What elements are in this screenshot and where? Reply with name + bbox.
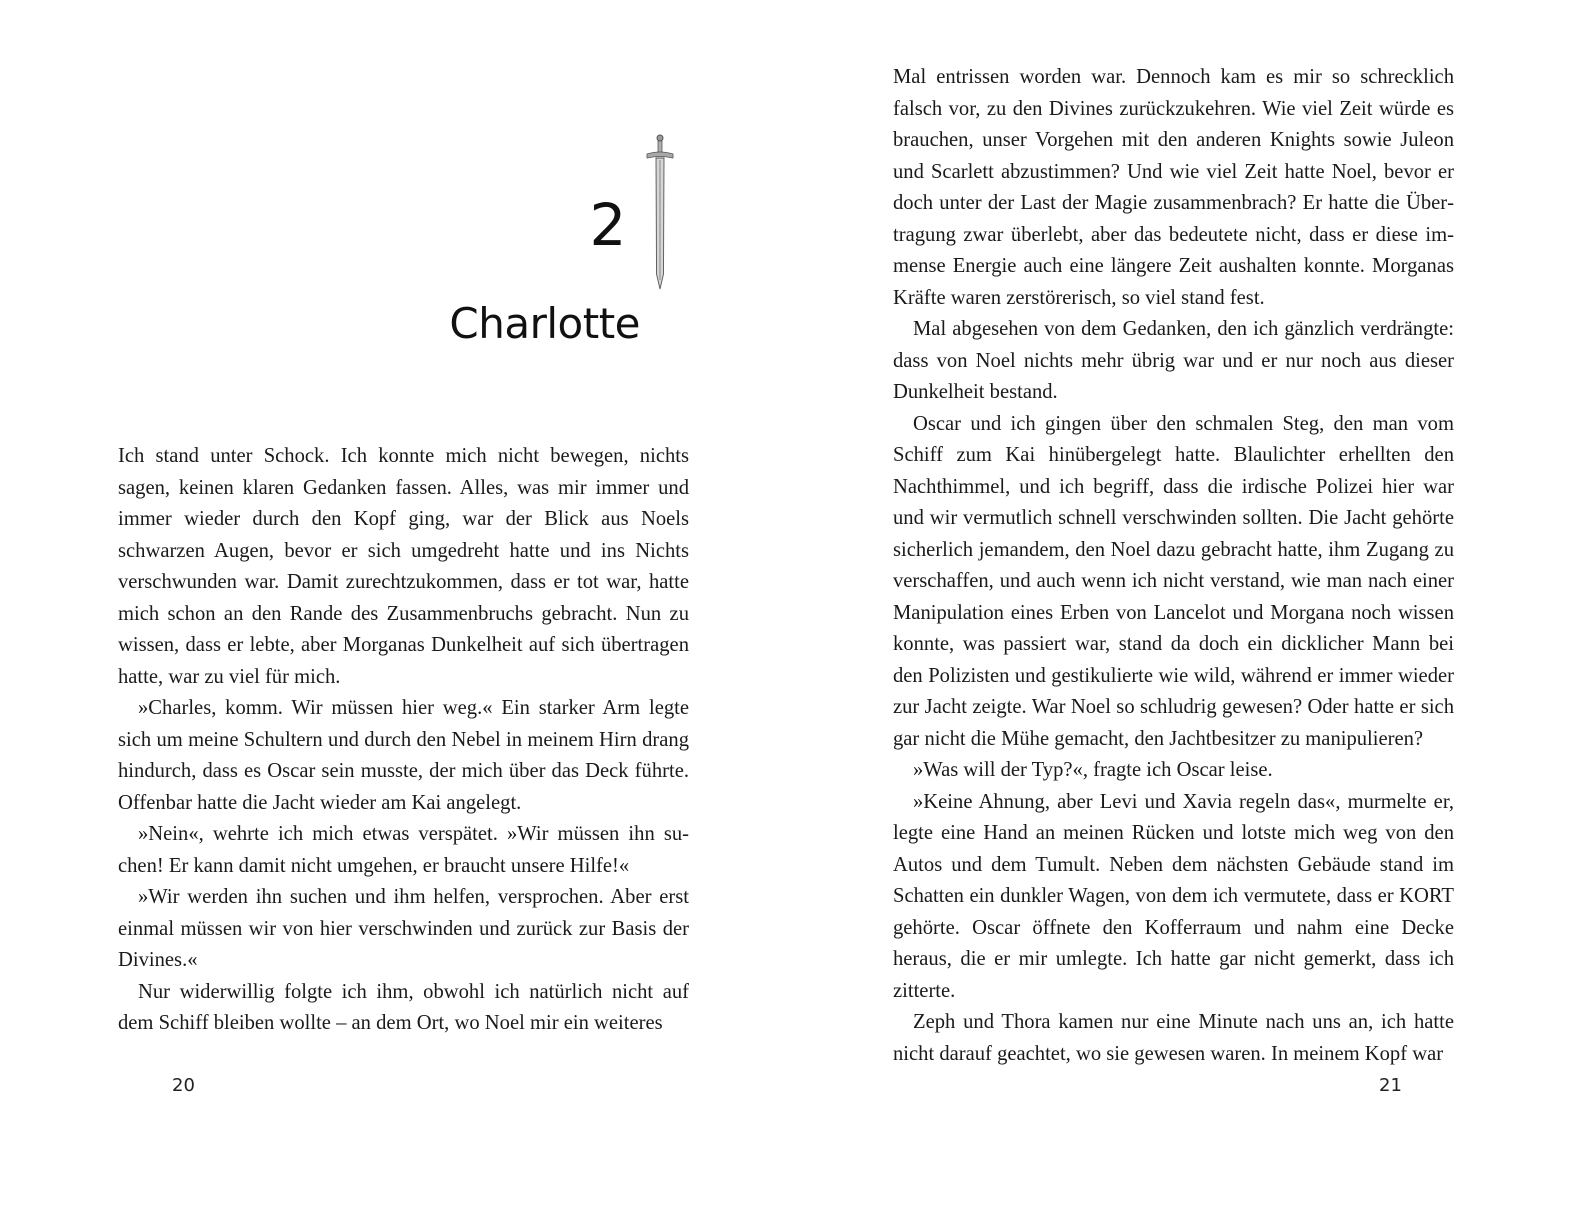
paragraph: »Charles, komm. Wir müssen hier weg.« Ein starker Arm legte sich um meine Schultern und durch den Nebel in meinem Hirn drang hindurch, dass es Oscar sein musste, der mich über das Deck führte. Offenbar hatte die Jacht wieder am Kai angelegt.: [118, 697, 689, 814]
paragraph: »Wir werden ihn suchen und ihm helfen, versprochen. Aber erst einmal müssen wir von hier verschwinden und zurück zur Basis der Divines.«: [118, 886, 689, 971]
paragraph: »Keine Ahnung, aber Levi und Xavia regeln das«, murmelte er, legte eine Hand an meinen Rücken und lotste mich weg von den Autos und dem Tumult. Neben dem nächsten Gebäude stand im Schatten ein dunkler Wagen, von dem ich vermutete, dass er KORT gehörte. Oscar öffnete den Kofferraum und nahm eine Decke heraus, die er mir umlegte. Ich hatte gar nicht gemerkt, dass ich zitterte.: [893, 790, 1454, 1002]
page-number-right: 21: [1379, 1075, 1402, 1096]
right-page: [797, 0, 1594, 1217]
paragraph: Mal abgesehen von dem Gedanken, den ich gänzlich verdrängte: dass von Noel nichts mehr übrig war und er nur noch aus dieser Dunkelheit bestand.: [893, 318, 1454, 403]
paragraph: »Nein«, wehrte ich mich etwas verspätet. »Wir müssen ihn suchen! Er kann damit nicht umgehen, er braucht unsere Hilfe!«: [118, 823, 689, 877]
paragraph: Ich stand unter Schock. Ich konnte mich nicht bewegen, nichts sagen, keinen klaren Gedanken fassen. Alles, was mir immer und immer wieder durch den Kopf ging, war der Blick aus Noels schwarzen Augen, bevor er sich umgedreht hatte und ins Nichts verschwunden war. Damit zurechtzukommen, dass er tot war, hatte mich schon an den Rande des Zusammenbruchs gebracht. Nun zu wissen, dass er lebte, aber Morganas Dunkelheit auf sich übertragen hatte, war zu viel für mich.: [118, 445, 689, 688]
chapter-number: 2: [589, 191, 627, 259]
paragraph: »Was will der Typ?«, fragte ich Oscar leise.: [913, 759, 1273, 781]
paragraph: Zeph und Thora kamen nur eine Minute nach uns an, ich hatte nicht darauf geachtet, wo sie gewesen waren. In meinem Kopf war: [893, 1011, 1454, 1065]
chapter-title: Charlotte: [449, 299, 640, 348]
paragraph: Mal entrissen worden war. Dennoch kam es mir so schrecklich falsch vor, zu den Divines zurückzukehren. Wie viel Zeit würde es brauchen, unser Vorgehen mit den anderen Knights sowie Juleon und Scarlett abzustimmen? Und wie viel Zeit hatte Noel, bevor er doch unter der Last der Magie zusammenbrach? Er hatte die Übertragung zwar überlebt, aber das bedeutete nicht, dass er diese immense Energie auch eine längere Zeit aushalten konnte. Morganas Kräfte waren zerstörerisch, so viel stand fest.: [893, 66, 1454, 309]
right-body-text: [893, 62, 1454, 1070]
paragraph: Oscar und ich gingen über den schmalen Steg, den man vom Schiff zum Kai hinübergelegt hatte. Blaulichter erhellten den Nachthimmel, und ich begriff, dass die irdische Polizei hier war und wir vermutlich schnell verschwinden sollten. Die Jacht gehörte sicherlich jemandem, den Noel dazu gebracht hatte, ihm Zugang zu verschaffen, und auch wenn ich nicht verstand, wie man nach einer Manipulation eines Erben von Lancelot und Morgana noch wissen konnte, was passiert war, stand da doch ein dicklicher Mann bei den Polizisten und gestikulierte wie wild, während er immer wieder zur Jacht zeigte. War Noel so schludrig gewesen? Oder hatte er sich gar nicht die Mühe gemacht, den Jachtbesitzer zu manipulieren?: [893, 412, 1454, 750]
page-number-left: 20: [172, 1075, 195, 1096]
paragraph: Nur widerwillig folgte ich ihm, obwohl ich natürlich nicht auf dem Schiff bleiben wollte – an dem Ort, wo Noel mir ein weiteres: [118, 980, 689, 1034]
sword-icon: [646, 134, 674, 290]
left-body-text: [118, 441, 689, 1040]
